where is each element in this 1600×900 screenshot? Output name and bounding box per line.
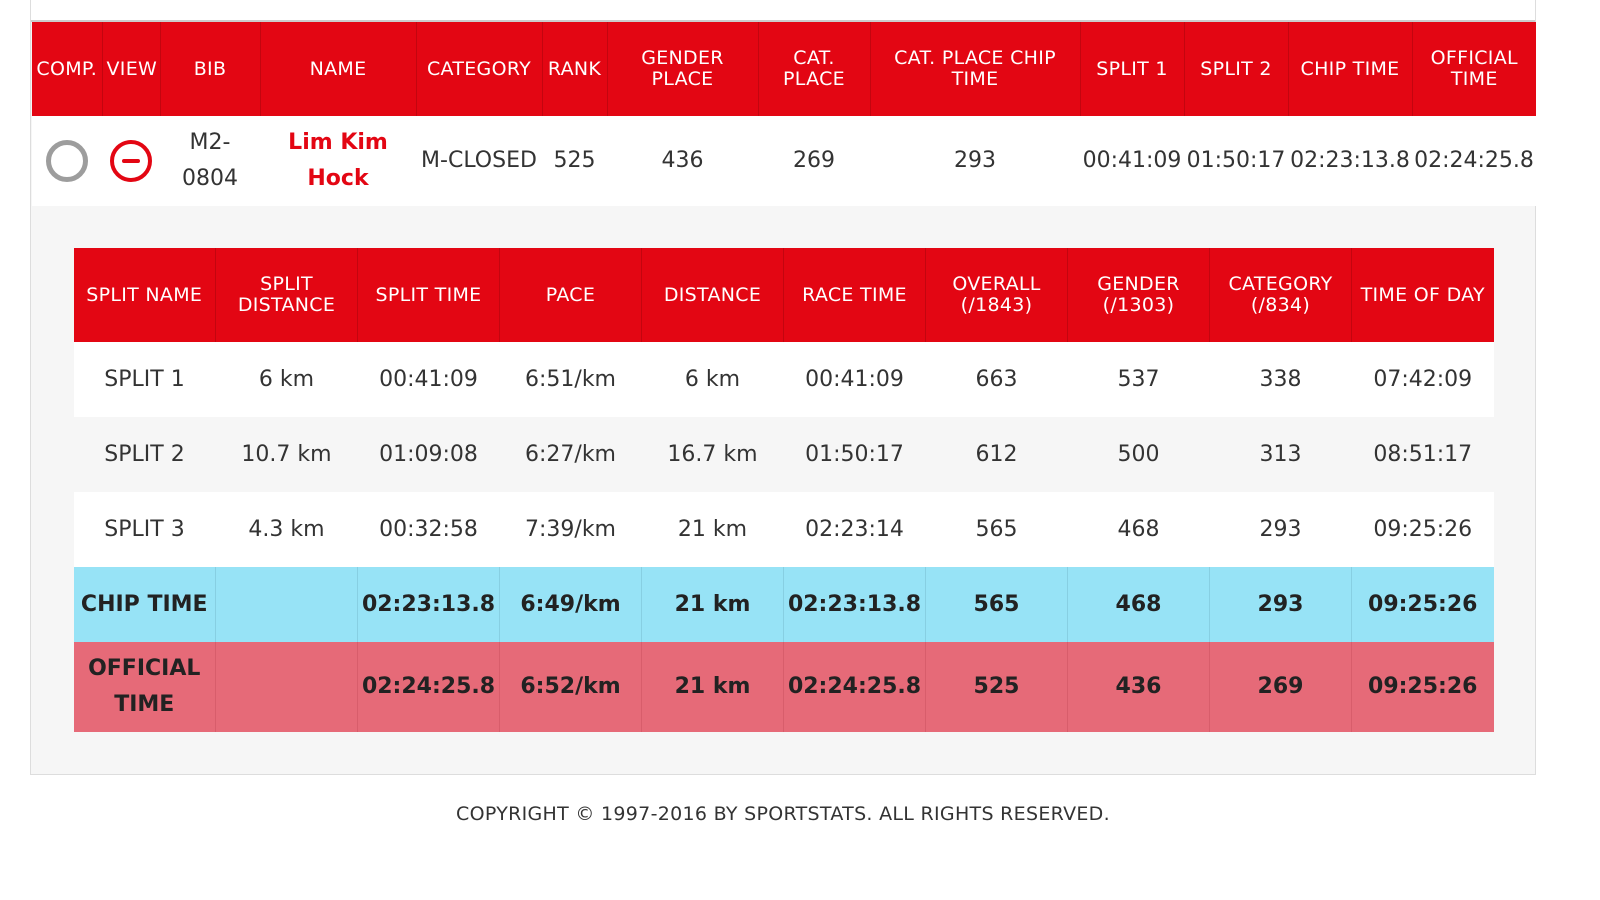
header-gender: GENDER (/1303) — [1068, 248, 1210, 342]
split-row — [74, 342, 1494, 417]
split-cell: 21 km — [642, 492, 784, 567]
official-time-cell: 02:24:25.8 — [1412, 116, 1536, 206]
split-cell: 6:27/km — [500, 417, 642, 492]
header-pace: PACE — [500, 248, 642, 342]
split-cell: 07:42:09 — [1352, 342, 1494, 417]
split-cell: 436 — [1068, 642, 1210, 732]
view-cell — [102, 116, 160, 206]
results-header-row — [32, 22, 1536, 116]
bib-cell: M2-0804 — [160, 116, 260, 206]
header-split-name: SPLIT NAME — [74, 248, 216, 342]
split-cell: 468 — [1068, 567, 1210, 642]
header-cat-place[interactable]: CAT. PLACE — [758, 22, 870, 116]
split-cell: 565 — [926, 492, 1068, 567]
header-split-1[interactable]: SPLIT 1 — [1080, 22, 1184, 116]
header-split-2[interactable]: SPLIT 2 — [1184, 22, 1288, 116]
split-cell: 00:32:58 — [358, 492, 500, 567]
split-cell: CHIP TIME — [74, 567, 216, 642]
split-cell: 565 — [926, 567, 1068, 642]
split-cell: 6:51/km — [500, 342, 642, 417]
split-row — [74, 417, 1494, 492]
chip-time-row — [74, 567, 1494, 642]
split-cell: SPLIT 1 — [74, 342, 216, 417]
header-race-time: RACE TIME — [784, 248, 926, 342]
split-cell: 6:49/km — [500, 567, 642, 642]
header-bib[interactable]: BIB — [160, 22, 260, 116]
split-cell: 313 — [1210, 417, 1352, 492]
comp-cell — [32, 116, 102, 206]
split-cell: 02:24:25.8 — [358, 642, 500, 732]
split-cell: 537 — [1068, 342, 1210, 417]
split-1-cell: 00:41:09 — [1080, 116, 1184, 206]
header-split-distance: SPLIT DISTANCE — [216, 248, 358, 342]
split-cell: 16.7 km — [642, 417, 784, 492]
split-cell: 293 — [1210, 567, 1352, 642]
top-strip — [31, 0, 1535, 22]
results-table — [32, 22, 1536, 206]
header-cat-place-chip-time[interactable]: CAT. PLACE CHIP TIME — [870, 22, 1080, 116]
split-cell: 09:25:26 — [1352, 567, 1494, 642]
split-cell: 500 — [1068, 417, 1210, 492]
split-cell: 293 — [1210, 492, 1352, 567]
split-cell — [216, 642, 358, 732]
split-cell: 338 — [1210, 342, 1352, 417]
split-cell: 09:25:26 — [1352, 492, 1494, 567]
split-cell: 468 — [1068, 492, 1210, 567]
header-distance: DISTANCE — [642, 248, 784, 342]
copyright-footer: COPYRIGHT © 1997-2016 BY SPORTSTATS. ALL RIGHTS RESERVED. — [456, 803, 1110, 825]
chip-time-cell: 02:23:13.8 — [1288, 116, 1412, 206]
header-time-of-day: TIME OF DAY — [1352, 248, 1494, 342]
split-cell: 02:23:13.8 — [784, 567, 926, 642]
header-split-time: SPLIT TIME — [358, 248, 500, 342]
split-cell: 269 — [1210, 642, 1352, 732]
split-cell: 01:50:17 — [784, 417, 926, 492]
header-rank[interactable]: RANK — [542, 22, 607, 116]
header-comp[interactable]: COMP. — [32, 22, 102, 116]
compare-circle-icon[interactable] — [46, 140, 88, 182]
header-official-time[interactable]: OFFICIAL TIME — [1412, 22, 1536, 116]
result-row — [32, 116, 1536, 206]
split-cell: 4.3 km — [216, 492, 358, 567]
split-cell: 21 km — [642, 642, 784, 732]
split-cell: 663 — [926, 342, 1068, 417]
header-chip-time[interactable]: CHIP TIME — [1288, 22, 1412, 116]
cat-place-chip-time-cell: 293 — [870, 116, 1080, 206]
official-time-row — [74, 642, 1494, 732]
split-cell — [216, 567, 358, 642]
athlete-name-link[interactable]: Lim Kim Hock — [288, 130, 388, 191]
splits-header-row — [74, 248, 1494, 342]
split-cell: SPLIT 2 — [74, 417, 216, 492]
split-cell: 10.7 km — [216, 417, 358, 492]
split-cell: 7:39/km — [500, 492, 642, 567]
header-category-rank: CATEGORY (/834) — [1210, 248, 1352, 342]
split-cell: 02:24:25.8 — [784, 642, 926, 732]
split-cell: 01:09:08 — [358, 417, 500, 492]
split-cell: OFFICIAL TIME — [74, 642, 216, 732]
header-gender-place[interactable]: GENDER PLACE — [607, 22, 758, 116]
collapse-minus-icon[interactable] — [110, 140, 152, 182]
header-view[interactable]: VIEW — [102, 22, 160, 116]
header-name[interactable]: NAME — [260, 22, 416, 116]
split-cell: 00:41:09 — [784, 342, 926, 417]
split-cell: 00:41:09 — [358, 342, 500, 417]
split-cell: 02:23:13.8 — [358, 567, 500, 642]
split-cell: 6 km — [642, 342, 784, 417]
split-cell: 6:52/km — [500, 642, 642, 732]
gender-place-cell: 436 — [607, 116, 758, 206]
split-cell: 21 km — [642, 567, 784, 642]
header-overall: OVERALL (/1843) — [926, 248, 1068, 342]
split-cell: 09:25:26 — [1352, 642, 1494, 732]
rank-cell: 525 — [542, 116, 607, 206]
split-cell: 08:51:17 — [1352, 417, 1494, 492]
split-cell: 525 — [926, 642, 1068, 732]
name-cell — [260, 116, 416, 206]
split-cell: SPLIT 3 — [74, 492, 216, 567]
results-panel — [30, 0, 1536, 775]
split-cell: 6 km — [216, 342, 358, 417]
split-2-cell: 01:50:17 — [1184, 116, 1288, 206]
cat-place-cell: 269 — [758, 116, 870, 206]
category-cell: M-CLOSED — [416, 116, 542, 206]
split-row — [74, 492, 1494, 567]
header-category[interactable]: CATEGORY — [416, 22, 542, 116]
split-cell: 612 — [926, 417, 1068, 492]
splits-table — [73, 248, 1494, 732]
split-cell: 02:23:14 — [784, 492, 926, 567]
